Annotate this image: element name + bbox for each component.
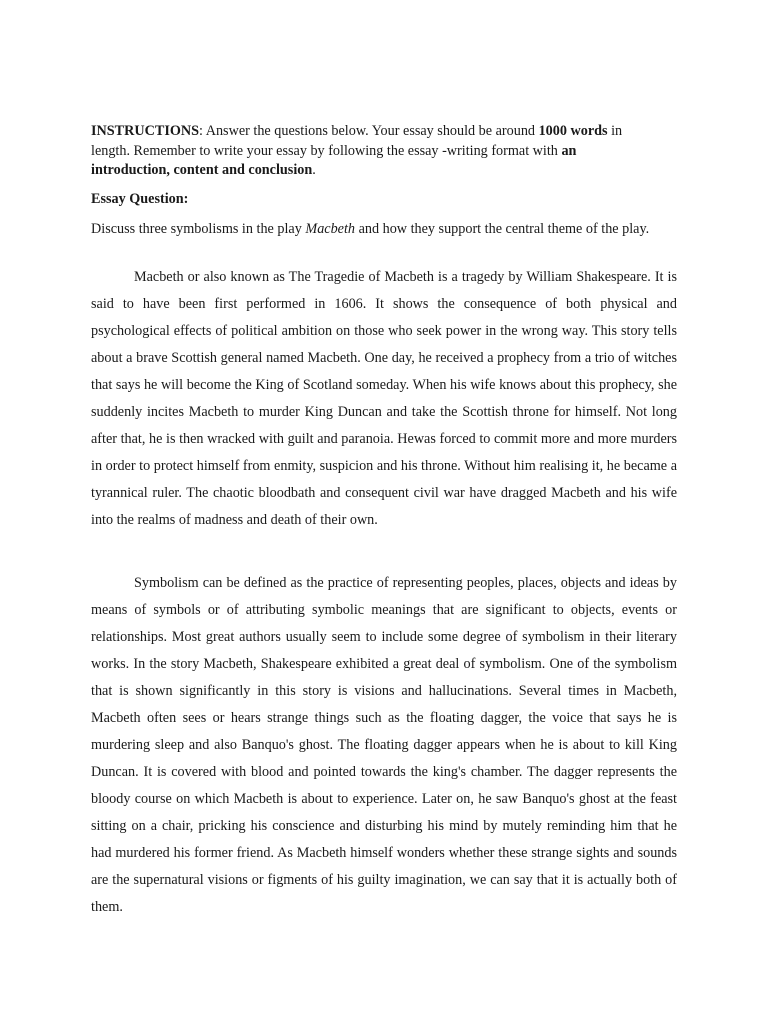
play-title: Macbeth [305, 221, 356, 237]
question-text-a: Discuss three symbolisms in the play [91, 221, 306, 237]
word-count: 1000 words [538, 123, 608, 139]
instructions-text-c: . [312, 162, 316, 178]
essay-format: an introduction, content and conclusion [91, 142, 577, 178]
instructions-block [91, 122, 651, 181]
instructions-label: INSTRUCTIONS [91, 123, 200, 139]
essay-question-text [91, 220, 657, 239]
essay-paragraph-intro: Macbeth or also known as The Tragedie of Macbeth is a tragedy by William Shakespeare. It is said to have been first performed in 1606. It shows the consequence of both physical and psychological effects of political ambition on those who seek power in the wrong way. This story tells about a brave Scottish general named Macbeth. One day, he received a prophecy from a trio of witches that says he will become the King of Scotland someday. When his wife knows about this prophecy, she suddenly incites Macbeth to murder King Duncan and take the Scottish throne for himself. Not long after that, he is then wracked with guilt and paranoia. Hewas forced to commit more and more murders in order to protect himself from enmity, suspicion and his throne. Without him realising it, he became a tyrannical ruler. The chaotic bloodbath and consequent civil war have dragged Macbeth and his wife into the realms of madness and death of their own. [91, 269, 677, 528]
question-text-b: and how they support the central theme of the play. [355, 221, 650, 237]
instructions-text-a: : Answer the questions below. Your essay should be around [199, 123, 539, 139]
essay-paragraph-symbolism: Symbolism can be defined as the practice of representing peoples, places, objects and ideas by means of symbols or of attributing symbolic meanings that are significant to objects, events or relationships. Most great authors usually seem to include some degree of symbolism in their literary works. In the story Macbeth, Shakespeare exhibited a great deal of symbolism. One of the symbolism that is shown significantly in this story is visions and hallucinations. Several times in Macbeth, Macbeth often sees or hears strange things such as the floating dagger, the voice that says he is murdering sleep and also Banquo's ghost. The floating dagger appears when he is about to kill King Duncan. It is covered with blood and pointed towards the king's chamber. The dagger represents the bloody course on which Macbeth is about to experience. Later on, he saw Banquo's ghost at the feast sitting on a chair, pricking his conscience and disturbing his mind by mutely reminding him that he had murdered his former friend. As Macbeth himself wonders whether these strange sights and sounds are the supernatural visions or figments of his guilty imagination, we can say that it is actually both of them. [91, 575, 677, 915]
essay-question-heading: Essay Question: [91, 191, 189, 207]
instructions-text-b: in length. Remember to write your essay by following the essay -writing format with [91, 123, 623, 159]
